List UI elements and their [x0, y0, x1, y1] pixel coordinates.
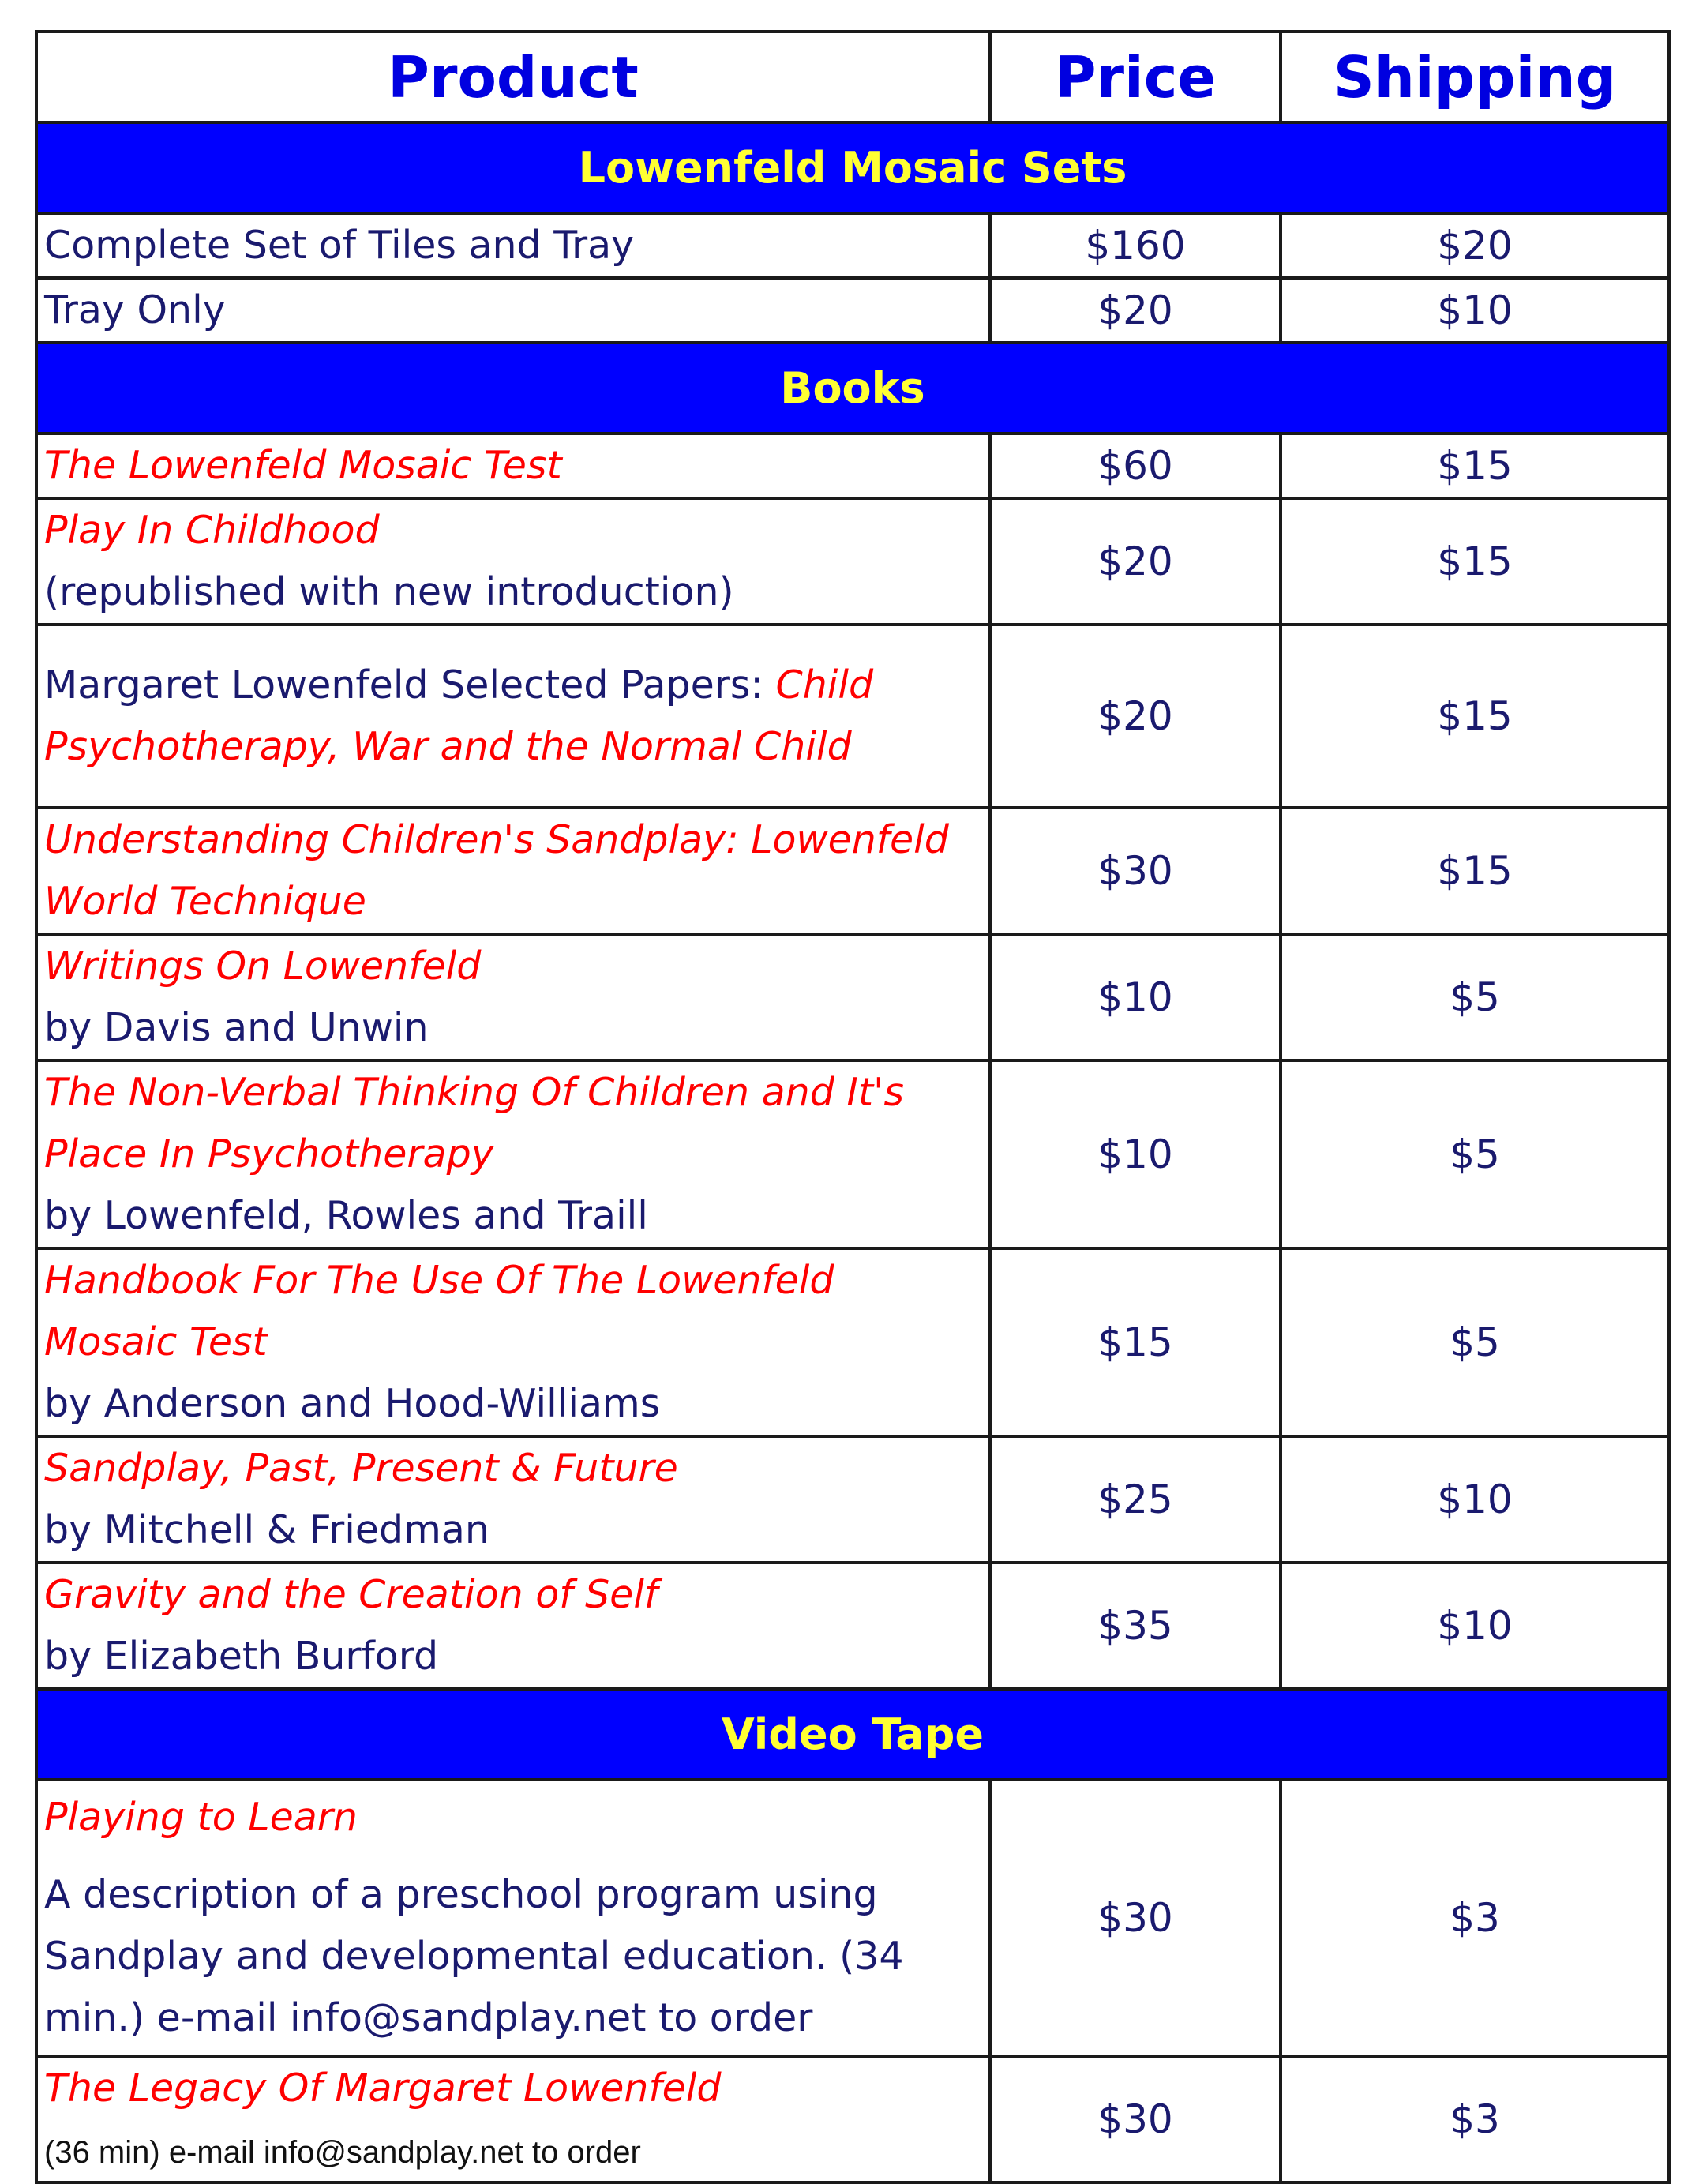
product-cell: [36, 934, 990, 1060]
table-row: [36, 1563, 1669, 1689]
product-cell: [36, 2056, 990, 2182]
shipping-cell: $15: [1281, 625, 1669, 808]
book-prefix: Margaret Lowenfeld Selected Papers:: [44, 662, 776, 707]
price-cell: $30: [990, 2056, 1281, 2182]
product-cell: [36, 1780, 990, 2056]
section-row-video-tape: [36, 1689, 1669, 1780]
header-row: [36, 32, 1669, 122]
shipping-cell: $5: [1281, 1060, 1669, 1248]
table-row: [36, 1436, 1669, 1563]
product-cell: [36, 1248, 990, 1436]
product-cell: [36, 278, 990, 343]
section-title: Books: [36, 343, 1669, 433]
price-cell: $35: [990, 1563, 1281, 1689]
book-note: by Davis and Unwin: [44, 1005, 429, 1050]
price-cell: $20: [990, 498, 1281, 625]
price-cell: $10: [990, 934, 1281, 1060]
book-note: by Lowenfeld, Rowles and Traill: [44, 1193, 648, 1238]
book-title: Play In Childhood: [44, 508, 380, 553]
price-table: [35, 30, 1671, 2184]
shipping-cell: $3: [1281, 1780, 1669, 2056]
price-cell: $20: [990, 625, 1281, 808]
price-cell: $10: [990, 1060, 1281, 1248]
shipping-cell: $5: [1281, 934, 1669, 1060]
shipping-cell: $15: [1281, 498, 1669, 625]
book-title: Child Psychotherapy, War and the Normal Child: [44, 662, 874, 769]
video-title: The Legacy Of Margaret Lowenfeld: [44, 2066, 722, 2111]
product-cell: [36, 808, 990, 934]
section-row-mosaic-sets: [36, 122, 1669, 213]
shipping-cell: $20: [1281, 213, 1669, 278]
book-note: by Mitchell & Friedman: [44, 1507, 489, 1552]
product-cell: [36, 433, 990, 498]
price-cell: $160: [990, 213, 1281, 278]
shipping-cell: $10: [1281, 278, 1669, 343]
header-price: Price: [990, 32, 1281, 122]
price-cell: $25: [990, 1436, 1281, 1563]
section-row-books: [36, 343, 1669, 433]
product-cell: [36, 1436, 990, 1563]
price-cell: $30: [990, 808, 1281, 934]
book-title: Gravity and the Creation of Self: [44, 1572, 658, 1617]
price-cell: $20: [990, 278, 1281, 343]
table-row: [36, 625, 1669, 808]
shipping-cell: $10: [1281, 1563, 1669, 1689]
product-cell: [36, 1060, 990, 1248]
shipping-cell: $15: [1281, 433, 1669, 498]
book-note: by Elizabeth Burford: [44, 1634, 439, 1679]
table-row: [36, 808, 1669, 934]
table-row: [36, 1248, 1669, 1436]
table-row: [36, 278, 1669, 343]
book-title: The Non-Verbal Thinking Of Children and It's Place In Psychotherapy: [44, 1070, 905, 1176]
table-row: [36, 934, 1669, 1060]
section-title: Video Tape: [36, 1689, 1669, 1780]
book-note: (republished with new introduction): [44, 569, 734, 614]
book-title: The Lowenfeld Mosaic Test: [44, 443, 562, 488]
table-row: [36, 1060, 1669, 1248]
table-row: [36, 213, 1669, 278]
table-row: [36, 433, 1669, 498]
product-cell: [36, 625, 990, 808]
table-row: [36, 2056, 1669, 2182]
shipping-cell: $5: [1281, 1248, 1669, 1436]
price-cell: $15: [990, 1248, 1281, 1436]
price-cell: $30: [990, 1780, 1281, 2056]
header-shipping: Shipping: [1281, 32, 1669, 122]
video-description: A description of a preschool program using Sandplay and developmental education. (34 min.) e-mail info@sandplay.net to order: [44, 1872, 904, 2040]
book-title: Sandplay, Past, Present & Future: [44, 1446, 678, 1491]
product-name: Tray Only: [44, 287, 226, 332]
table-row: [36, 1780, 1669, 2056]
video-description: (36 min) e-mail info@sandplay.net to order: [44, 2135, 641, 2170]
video-title: Playing to Learn: [44, 1795, 358, 1840]
product-name: Complete Set of Tiles and Tray: [44, 223, 635, 268]
table-row: [36, 498, 1669, 625]
shipping-cell: $3: [1281, 2056, 1669, 2182]
header-product: Product: [36, 32, 990, 122]
book-note: by Anderson and Hood-Williams: [44, 1381, 661, 1426]
product-cell: [36, 498, 990, 625]
product-cell: [36, 1563, 990, 1689]
book-title: Handbook For The Use Of The Lowenfeld Mosaic Test: [44, 1258, 834, 1364]
shipping-cell: $10: [1281, 1436, 1669, 1563]
shipping-cell: $15: [1281, 808, 1669, 934]
book-title: Understanding Children's Sandplay: Lowenfeld World Technique: [44, 817, 949, 924]
product-cell: [36, 213, 990, 278]
section-title: Lowenfeld Mosaic Sets: [36, 122, 1669, 213]
book-title: Writings On Lowenfeld: [44, 944, 482, 989]
price-cell: $60: [990, 433, 1281, 498]
